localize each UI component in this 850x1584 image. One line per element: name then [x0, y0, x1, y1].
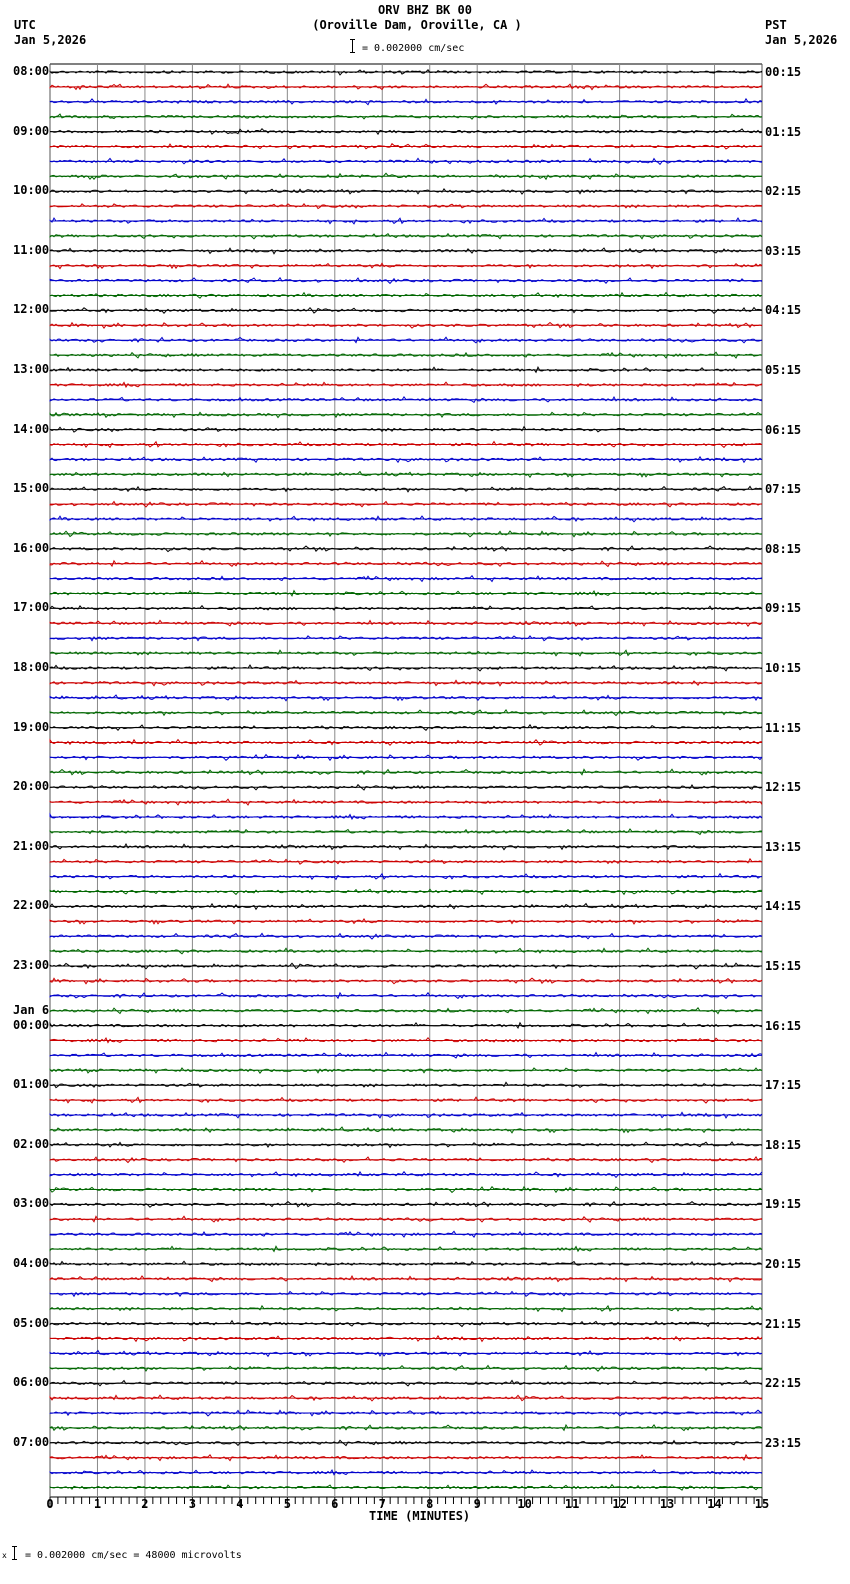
pst-time-label: 13:15 — [765, 839, 802, 854]
x-tick-label: 11 — [564, 1497, 580, 1511]
utc-time-label: 01:00 — [13, 1077, 50, 1092]
utc-time-label: 09:00 — [13, 123, 50, 138]
pst-time-label: 15:15 — [765, 959, 802, 973]
utc-time-label: 23:00 — [13, 958, 50, 972]
pst-time-label: 20:15 — [765, 1257, 802, 1271]
x-tick-label: 10 — [517, 1497, 532, 1511]
pst-time-label: 19:15 — [765, 1197, 802, 1212]
pst-time-label: 00:15 — [765, 65, 802, 79]
right-timezone: PST — [765, 18, 787, 32]
x-tick-label: 1 — [93, 1497, 102, 1511]
pst-time-label: 17:15 — [765, 1078, 802, 1093]
utc-time-label: 04:00 — [13, 1256, 50, 1270]
pst-time-label: 01:15 — [765, 124, 802, 139]
utc-time-label: 22:00 — [13, 898, 50, 913]
x-tick-label: 8 — [426, 1497, 434, 1511]
footer-marker: x — [2, 1551, 7, 1560]
pst-time-label: 23:15 — [765, 1435, 802, 1450]
pst-time-label: 11:15 — [765, 720, 802, 735]
utc-time-label: 10:00 — [13, 183, 50, 198]
chart-subtitle: (Oroville Dam, Oroville, CA ) — [312, 18, 522, 32]
utc-time-label: 18:00 — [13, 660, 50, 674]
utc-time-label: 20:00 — [13, 779, 50, 794]
utc-time-label: 19:00 — [13, 719, 50, 734]
right-date: Jan 5,2026 — [765, 33, 838, 47]
utc-date-label: Jan 6 — [13, 1002, 50, 1017]
footer-scale-bar-icon — [12, 1546, 17, 1560]
x-tick-label: 12 — [612, 1497, 627, 1511]
pst-time-label: 14:15 — [765, 899, 802, 914]
x-tick-label: 15 — [754, 1497, 770, 1511]
utc-time-label: 03:00 — [13, 1196, 50, 1211]
x-axis-label: TIME (MINUTES) — [369, 1509, 471, 1523]
x-tick-label: 2 — [141, 1497, 149, 1511]
pst-time-label: 09:15 — [765, 601, 802, 616]
utc-time-label: 16:00 — [13, 540, 50, 555]
pst-time-label: 16:15 — [765, 1018, 802, 1033]
pst-time-label: 03:15 — [765, 243, 802, 258]
utc-time-label: 21:00 — [13, 838, 50, 853]
utc-time-label: 13:00 — [13, 362, 50, 376]
pst-time-label: 10:15 — [765, 661, 802, 675]
x-tick-label: 13 — [659, 1497, 675, 1511]
pst-time-label: 02:15 — [765, 184, 802, 199]
utc-time-label: 00:00 — [13, 1017, 50, 1032]
pst-time-label: 04:15 — [765, 303, 802, 318]
pst-time-label: 06:15 — [765, 422, 802, 437]
x-tick-label: 0 — [46, 1497, 54, 1511]
utc-time-label: 11:00 — [13, 242, 50, 257]
utc-time-label: 06:00 — [13, 1375, 50, 1390]
utc-time-label: 15:00 — [13, 481, 50, 496]
left-date: Jan 5,2026 — [14, 33, 87, 47]
pst-time-label: 12:15 — [765, 780, 802, 795]
x-tick-label: 6 — [331, 1497, 339, 1511]
pst-time-label: 18:15 — [765, 1137, 802, 1152]
utc-time-label: 02:00 — [13, 1136, 50, 1151]
scale-label: = 0.002000 cm/sec — [362, 43, 465, 54]
chart-title: ORV BHZ BK 00 — [378, 3, 472, 17]
x-tick-label: 3 — [188, 1497, 196, 1511]
utc-time-label: 07:00 — [13, 1434, 50, 1449]
pst-time-label: 05:15 — [765, 363, 802, 377]
x-tick-label: 14 — [707, 1497, 722, 1511]
utc-time-label: 08:00 — [13, 64, 50, 78]
pst-time-label: 07:15 — [765, 482, 802, 497]
utc-time-label: 12:00 — [13, 302, 50, 317]
pst-time-label: 08:15 — [765, 541, 802, 556]
left-timezone: UTC — [14, 18, 36, 32]
x-tick-label: 4 — [236, 1497, 244, 1511]
pst-time-label: 22:15 — [765, 1376, 802, 1391]
x-tick-label: 7 — [378, 1497, 386, 1511]
utc-time-label: 17:00 — [13, 600, 50, 615]
utc-time-label: 05:00 — [13, 1315, 50, 1330]
x-tick-label: 5 — [283, 1497, 291, 1511]
utc-time-label: 14:00 — [13, 421, 50, 436]
pst-time-label: 21:15 — [765, 1316, 802, 1331]
footer-scale-label: = 0.002000 cm/sec = 48000 microvolts — [25, 1550, 242, 1561]
x-tick-label: 9 — [473, 1497, 481, 1511]
